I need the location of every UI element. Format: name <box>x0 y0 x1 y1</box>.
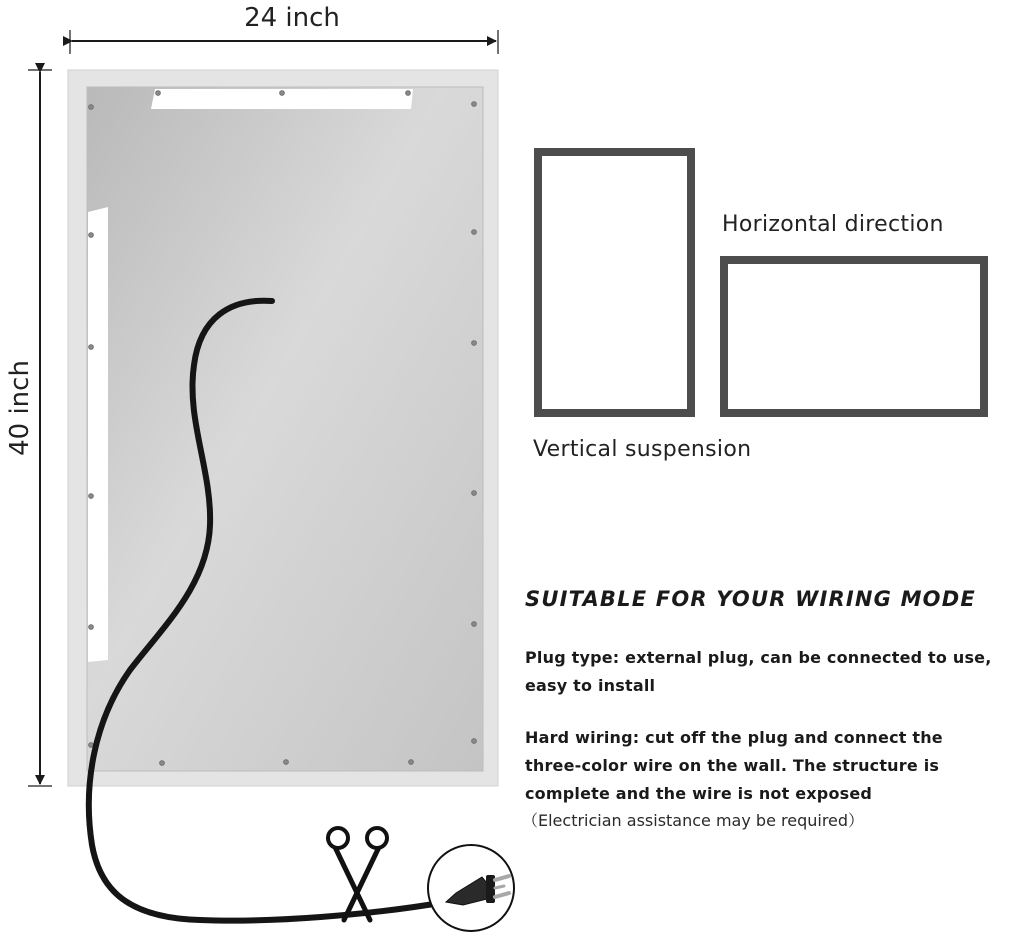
width-label: 24 inch <box>244 3 340 33</box>
plug-type-text <box>525 644 1020 700</box>
mirror-panel <box>87 87 483 771</box>
vertical-suspension-label: Vertical suspension <box>533 437 752 462</box>
hard-wiring-line-3: complete and the wire is not exposed <box>525 784 873 803</box>
hard-wiring-line-2: three-color wire on the wall. The structure is <box>525 756 940 775</box>
height-label: 40 inch <box>5 360 35 456</box>
horizontal-frame-icon <box>724 260 984 413</box>
side-light-strip <box>88 207 108 662</box>
vertical-frame-icon <box>538 152 691 413</box>
horizontal-direction-label: Horizontal direction <box>722 212 944 237</box>
hard-wiring-line-1: Hard wiring: cut off the plug and connect the <box>525 728 943 747</box>
plug-type-line-2: easy to install <box>525 676 656 695</box>
plug-type-line-1: Plug type: external plug, can be connected to use, <box>525 648 992 667</box>
scissors-icon <box>328 828 387 920</box>
mirror-back <box>68 70 498 786</box>
hard-wiring-text <box>525 724 1020 808</box>
height-dimension <box>5 70 52 786</box>
plug-icon <box>428 845 514 931</box>
electrician-note: （Electrician assistance may be required） <box>522 811 865 830</box>
wiring-headline: SUITABLE FOR YOUR WIRING MODE <box>525 587 976 611</box>
width-dimension <box>70 3 498 54</box>
